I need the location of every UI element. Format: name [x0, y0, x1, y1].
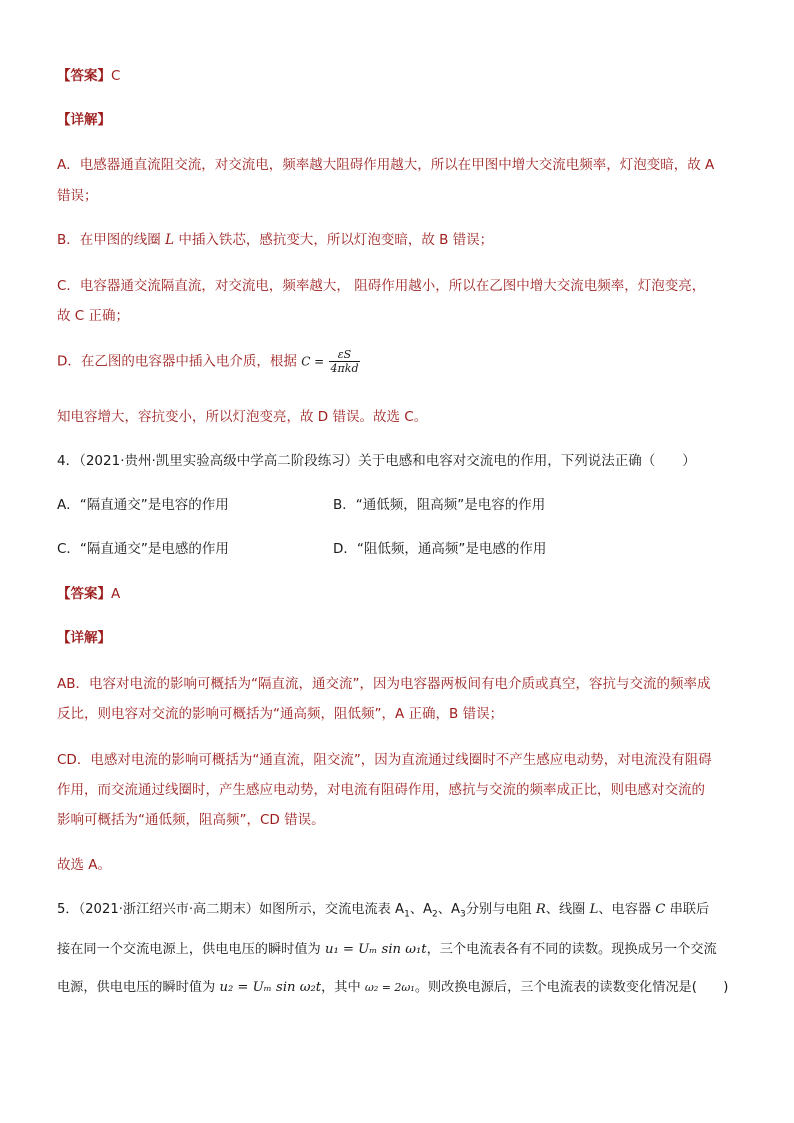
q4-stem: 4．（2021·贵州·凯里实验高级中学高二阶段练习）关于电感和电容对交流电的作用，下列说法正确（ ） — [57, 453, 696, 469]
answer-label: 【答案】 — [57, 586, 111, 602]
q3-option-a-line2: 错误； — [57, 188, 98, 204]
q4-answer — [57, 584, 120, 604]
capacitance-formula: $\frac{\varepsilon S}{\text{4πkd}}$ — [330, 348, 359, 375]
q4-cd-line2: 作用，而交流通过线圈时，产生感应电动势，对电流有阻碍作用，感抗与交流的频率成正比，则电感对交流的 — [57, 782, 705, 798]
q3-option-a-line1: A．电感器通直流阻交流，对交流电，频率越大阻碍作用越大，所以在甲图中增大交流电频率，灯泡变暗，故 A — [57, 157, 715, 173]
q3-option-b: B．在甲图的线圈 L 中插入铁芯，感抗变大，所以灯泡变暗，故 B 错误； — [57, 232, 494, 248]
formula-lhs: C = — [301, 354, 325, 369]
q3-detail-label: 【详解】 — [57, 112, 111, 128]
q3-answer — [57, 66, 120, 86]
q5-line2: 接在同一个交流电源上，供电电压的瞬时值为 u₁ = Uₘ sin ω₁t，三个电流表各有不同的读数。现换成另一个交流 — [57, 942, 717, 957]
q5-line3: 电源，供电电压的瞬时值为 u₂ = Uₘ sin ω₂t，其中 ω₂ = 2ω₁。则改换电源后，三个电流表的读数变化情况是( ) — [57, 980, 729, 995]
voltage-formula-1: u₁ = Uₘ sin ω₁t — [324, 942, 427, 957]
q4-option-a: A．“隔直通交”是电容的作用 — [57, 497, 229, 513]
var-l: L — [589, 902, 599, 917]
answer-value: C — [111, 68, 121, 84]
omega-relation: ω₂ = 2ω₁ — [364, 981, 415, 994]
q4-option-d: D．“阻低频，通高频”是电感的作用 — [333, 541, 547, 557]
q4-cd-line1: CD．电感对电流的影响可概括为“通直流，阻交流”，因为直流通过线圈时不产生感应电动势，对电流没有阻碍 — [57, 752, 712, 768]
answer-value: A — [111, 586, 121, 602]
q4-option-c: C．“隔直通交”是电感的作用 — [57, 541, 229, 557]
q4-conclusion: 故选 A。 — [57, 857, 112, 873]
q4-option-b: B．“通低频，阻高频”是电容的作用 — [333, 497, 546, 513]
q3-option-d: D．在乙图的电容器中插入电介质，根据 C = $\frac{\varepsilon S}{\text{4πkd}}$ — [57, 348, 359, 375]
q4-ab-line2: 反比，则电容对交流的影响可概括为“通高频，阻低频”，A 正确，B 错误； — [57, 706, 504, 722]
q3-conclusion: 知电容增大，容抗变小，所以灯泡变亮，故 D 错误。故选 C。 — [57, 409, 428, 425]
q4-options-row1 — [57, 495, 229, 515]
q4-cd-line3: 影响可概括为“通低频，阻高频”，CD 错误。 — [57, 812, 325, 828]
var-l: L — [165, 232, 175, 248]
q4-detail-label: 【详解】 — [57, 630, 111, 646]
q3-option-c-line2: 故 C 正确； — [57, 308, 130, 324]
var-c: C — [655, 902, 666, 917]
q4-ab-line1: AB．电容对电流的影响可概括为“隔直流，通交流”，因为电容器两板间有电介质或真空，容抗与交流的频率成 — [57, 676, 711, 692]
answer-label: 【答案】 — [57, 68, 111, 84]
q3-option-c-line1: C．电容器通交流隔直流，对交流电，频率越大， 阻碍作用越小，所以在乙图中增大交流电频率，灯泡变亮， — [57, 278, 706, 294]
q5-line1: 5．（2021·浙江绍兴市·高二期末）如图所示，交流电流表 $A_1$、$A_2$、$A_3$分别与电阻 R、线圈 L、电容器 C 串联后 — [57, 902, 710, 920]
voltage-formula-2: u₂ = Uₘ sin ω₂t — [219, 980, 322, 995]
var-r: R — [535, 902, 546, 917]
